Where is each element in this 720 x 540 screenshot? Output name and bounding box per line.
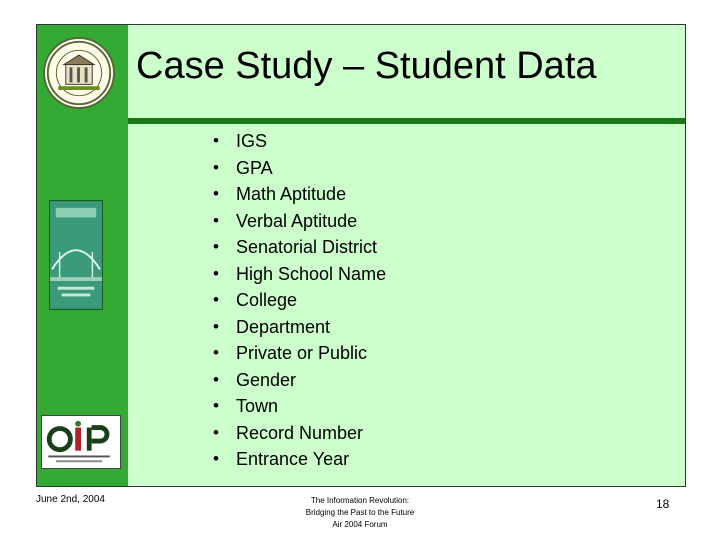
title-divider xyxy=(128,118,685,124)
list-item: • Entrance Year xyxy=(213,446,386,473)
page-number: 18 xyxy=(656,497,670,511)
list-item: • Gender xyxy=(213,367,386,394)
footer-line: Air 2004 Forum xyxy=(332,520,388,529)
list-item: • Private or Public xyxy=(213,340,386,367)
bullet-list xyxy=(213,128,386,473)
footer-line: The Information Revolution: xyxy=(310,496,410,505)
list-item: • College xyxy=(213,287,386,314)
university-seal-icon xyxy=(43,37,115,109)
forum-booklet-icon xyxy=(49,200,103,310)
list-item: • Town xyxy=(213,393,386,420)
list-item: • Senatorial District xyxy=(213,234,386,261)
list-item: • Record Number xyxy=(213,420,386,447)
title-area xyxy=(128,25,685,118)
list-item: • Department xyxy=(213,314,386,341)
slide-title: Case Study – Student Data xyxy=(136,45,597,87)
list-item: • Verbal Aptitude xyxy=(213,208,386,235)
footer-event-text xyxy=(270,495,450,531)
list-item: • Math Aptitude xyxy=(213,181,386,208)
slide xyxy=(36,24,686,487)
list-item: • IGS xyxy=(213,128,386,155)
footer-line: Bridging the Past to the Future xyxy=(305,508,415,517)
footer-date: June 2nd, 2004 xyxy=(36,494,105,505)
list-item: • GPA xyxy=(213,155,386,182)
left-sidebar-strip xyxy=(37,25,128,486)
oip-logo-icon xyxy=(41,415,121,469)
list-item: • High School Name xyxy=(213,261,386,288)
